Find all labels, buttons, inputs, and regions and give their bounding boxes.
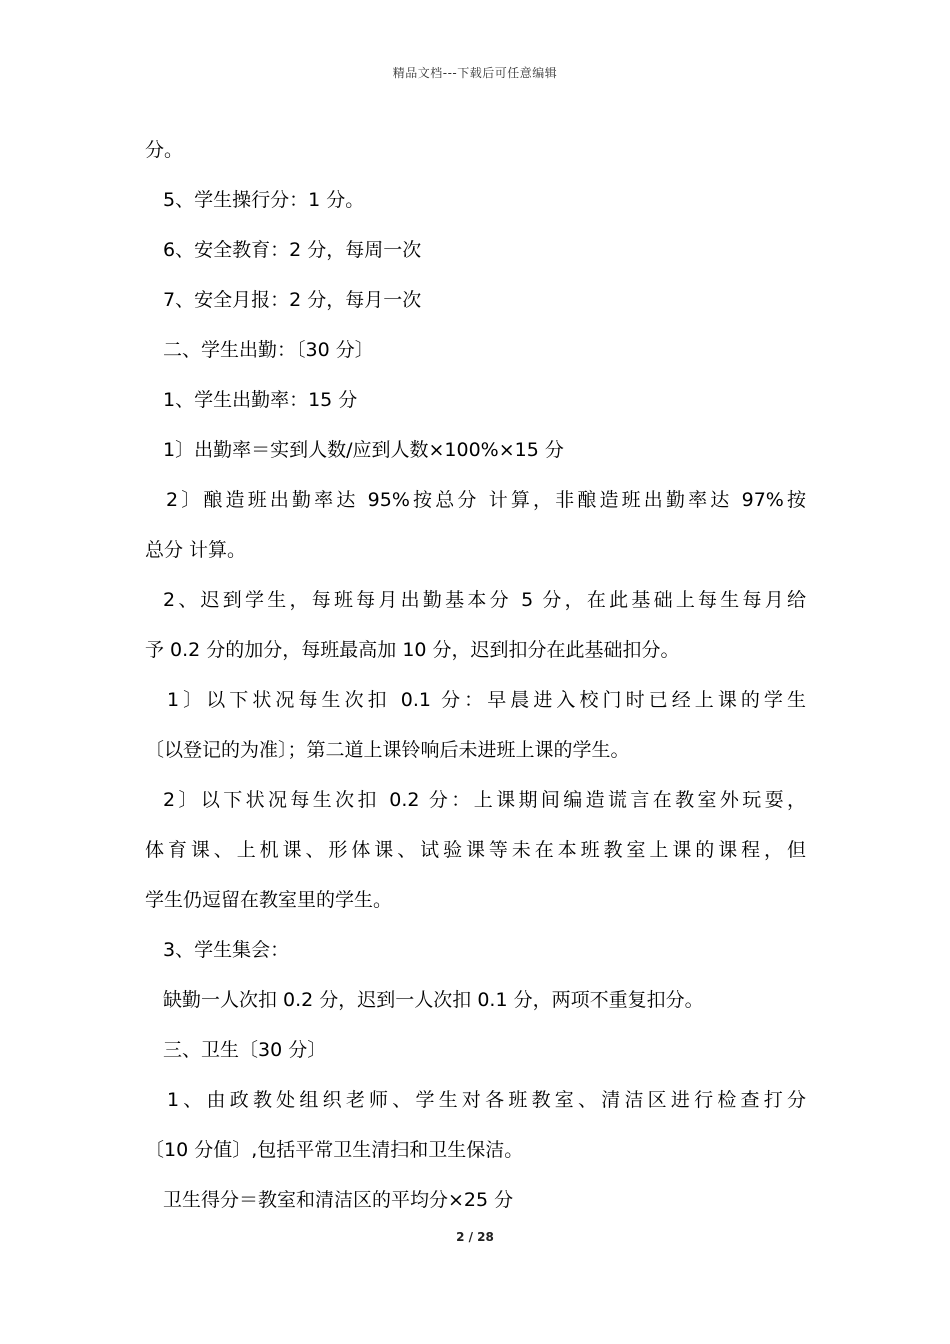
text-line: 7、安全月报：2 分，每月一次 (163, 289, 422, 311)
text-line: 体育课、上机课、形体课、试验课等未在本班教室上课的课程，但 (145, 839, 806, 861)
text-line: 缺勤一人次扣 0.2 分，迟到一人次扣 0.1 分，两项不重复扣分。 (163, 989, 704, 1011)
text-line: 1、由政教处组织老师、学生对各班教室、清洁区进行检查打分 (167, 1089, 806, 1111)
text-line: 6、安全教育：2 分，每周一次 (163, 239, 422, 261)
text-line: 予 0.2 分的加分，每班最高加 10 分，迟到扣分在此基础扣分。 (145, 639, 680, 661)
text-line: 2〕酿造班出勤率达 95%按总分 计算，非酿造班出勤率达 97%按 (166, 489, 806, 511)
text-line: 〔以登记的为准〕；第二道上课铃响后未进班上课的学生。 (145, 739, 630, 761)
text-line: 1〕出勤率＝实到人数/应到人数×100%×15 分 (163, 439, 564, 461)
text-line: 1〕以下状况每生次扣 0.1 分：早晨进入校门时已经上课的学生 (167, 689, 806, 711)
text-line: 1、学生出勤率：15 分 (163, 389, 358, 411)
text-line: 卫生得分＝教室和清洁区的平均分×25 分 (163, 1189, 514, 1211)
text-line: 〔10 分值〕,包括平常卫生清扫和卫生保洁。 (145, 1139, 524, 1161)
page-header: 精品文档---下载后可任意编辑 (392, 66, 558, 80)
page-number: 2 / 28 (456, 1230, 494, 1244)
text-line: 3、学生集会： (163, 939, 290, 961)
section-heading: 二、学生出勤：〔30 分〕 (163, 339, 374, 361)
text-line: 5、学生操行分：1 分。 (163, 189, 365, 211)
text-line: 2、迟到学生，每班每月出勤基本分 5 分，在此基础上每生每月给 (163, 589, 806, 611)
text-line: 2〕以下状况每生次扣 0.2 分：上课期间编造谎言在教室外玩耍， (163, 789, 806, 811)
section-heading: 三、卫生〔30 分〕 (163, 1039, 327, 1061)
text-line: 学生仍逗留在教室里的学生。 (145, 889, 393, 911)
text-line: 总分 计算。 (145, 539, 247, 561)
text-line: 分。 (145, 139, 184, 161)
